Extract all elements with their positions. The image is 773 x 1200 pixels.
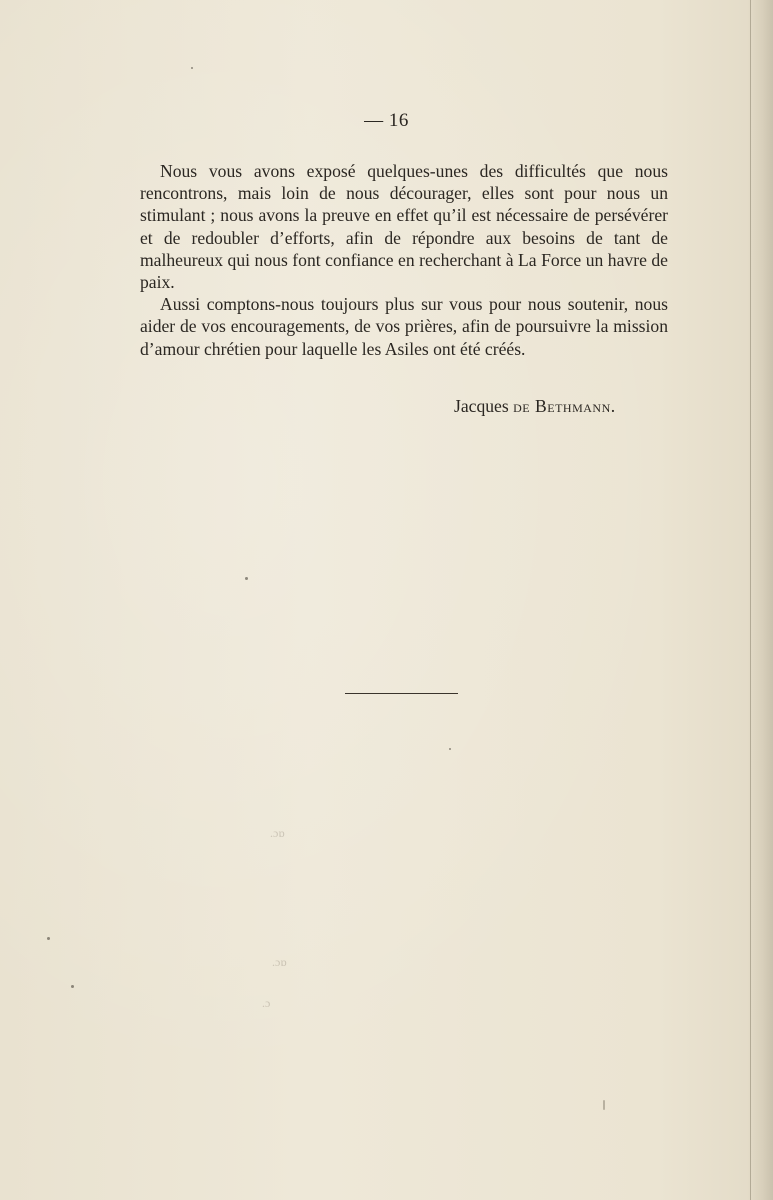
body-text [140, 160, 668, 360]
show-through-mark: .ɔ [262, 996, 271, 1010]
paper-speck [47, 937, 50, 940]
paper-speck [191, 67, 193, 69]
page-edge-line [750, 0, 751, 1200]
page-number: — 16 [364, 110, 409, 131]
paper-speck [603, 1100, 605, 1110]
signature [454, 396, 616, 417]
paragraph-1: Nous vous avons exposé quelques-unes des difficultés que nous rencontrons, mais loin de nous décourager, elles sont pour nous un stimulant ; nous avons la preuve en effet qu’il est nécessaire de persévérer et de redoubler d’efforts, afin de répondre aux besoins de tant de malheureux qui nous font confiance en recherchant à La Force un havre de paix. [140, 161, 668, 293]
paragraph-2: Aussi comptons-nous toujours plus sur vous pour nous soutenir, nous aider de vos encouragements, de vos prières, afin de poursuivre la mission d’amour chrétien pour laquelle les Asiles ont été créés. [140, 294, 668, 359]
show-through-mark: .ɔɒ [272, 955, 287, 969]
paper-speck [449, 748, 451, 750]
signature-surname: de Bethmann. [513, 396, 616, 416]
show-through-mark: .ɔɒ [270, 826, 285, 840]
closing-rule [345, 693, 458, 694]
signature-first-name: Jacques [454, 396, 514, 416]
paper-speck [245, 577, 248, 580]
paper-speck [71, 985, 74, 988]
